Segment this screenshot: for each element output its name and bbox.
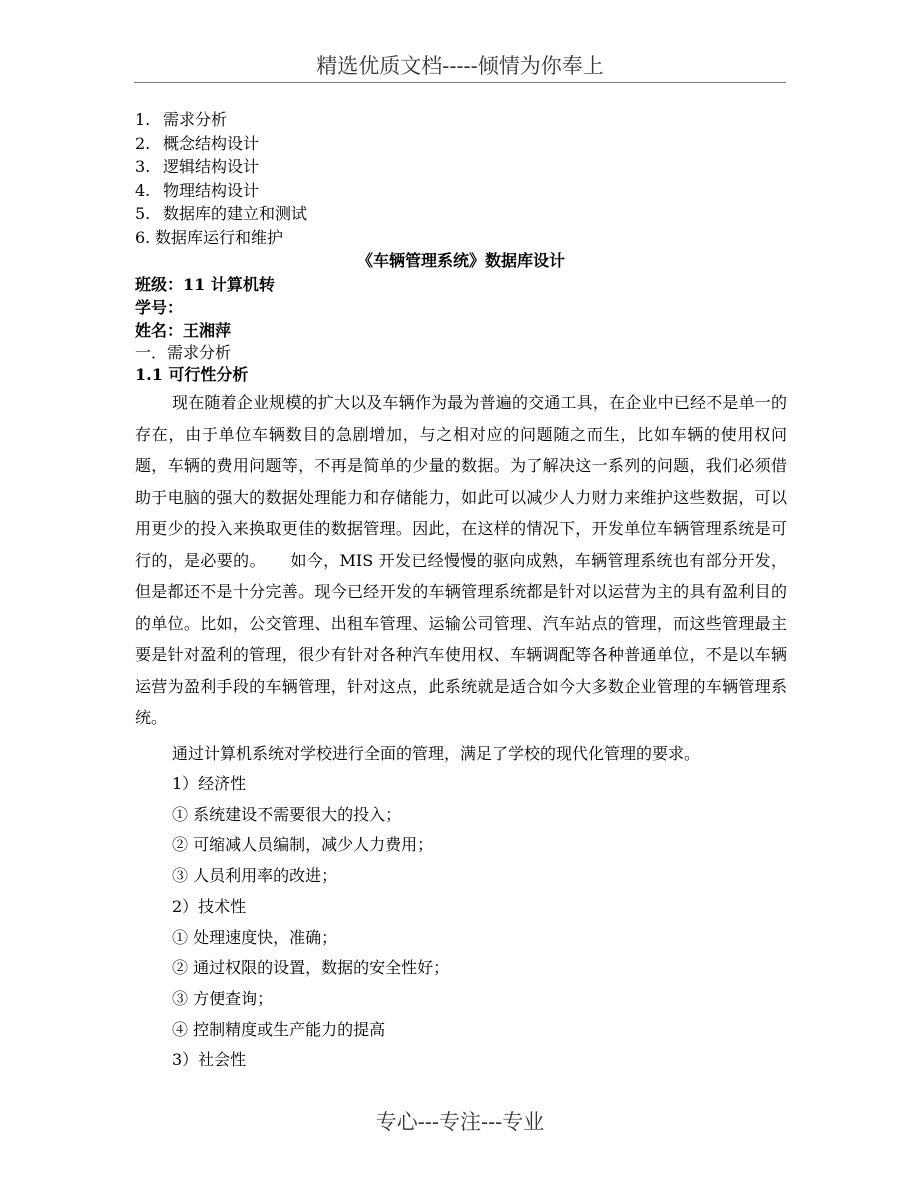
list-item: ③ 人员利用率的改进；: [172, 866, 338, 886]
document-body: [135, 108, 787, 1076]
body-paragraph: 现在随着企业规模的扩大以及车辆作为最为普遍的交通工具，在企业中已经不是单一的存在，由于单位车辆数目的急剧增加，与之相对应的问题随之而生，比如车辆的使用权问题，车辆的费用问题等，不再是简单的少量的数据。为了解决这一系列的问题，我们必须借助于电脑的强大的数据处理能力和存储能力，如此可以减少人力财力来维护这些数据，可以用更少的投入来换取更佳的数据管理。因此，在这样的情况下，开发单位车辆管理系统是可行的，是必要的。 如今，MIS 开发已经慢慢的驱向成熟，车辆管理系统也有部分开发，但是都还不是十分完善。现今已经开发的车辆管理系统都是针对以运营为主的具有盈利目的的单位。比如，公交管理、出租车管理、运输公司管理、汽车站点的管理，而这些管理最主要是针对盈利的管理，很少有针对各种汽车使用权、车辆调配等各种普通单位，不是以车辆运营为盈利手段的车辆管理，针对这点，此系统就是适合如今大多数企业管理的车辆管理系统。: [135, 393, 787, 727]
list-item: ① 处理速度快，准确；: [172, 927, 338, 947]
list-item: ④ 控制精度或生产能力的提高: [172, 1019, 386, 1039]
name-line: 姓名：王湘萍: [135, 321, 232, 340]
toc-item: [135, 226, 787, 250]
toc-item: [135, 108, 787, 132]
list-item: ① 系统建设不需要很大的投入；: [172, 804, 402, 824]
class-line: 班级：11 计算机转: [135, 275, 275, 294]
toc-item: [135, 132, 787, 156]
list-item: 2）技术性: [172, 896, 247, 916]
toc-number: 3.: [135, 157, 151, 176]
toc-item: [135, 155, 787, 179]
toc-number: 6.: [135, 227, 151, 247]
toc-label: 需求分析: [163, 110, 228, 129]
list-item: 1）经济性: [172, 774, 247, 793]
toc-number: 5.: [135, 204, 151, 223]
toc-label: 数据库运行和维护: [155, 227, 284, 247]
body-paragraph: 通过计算机系统对学校进行全面的管理，满足了学校的现代化管理的要求。: [172, 743, 701, 763]
toc-label: 逻辑结构设计: [163, 157, 260, 176]
list-item: ③ 方便查询；: [172, 988, 274, 1008]
feasibility-list: [135, 769, 787, 1076]
table-of-contents: [135, 108, 787, 249]
page-footer: 专心---专注---专业: [375, 1110, 545, 1134]
toc-number: 2.: [135, 133, 151, 153]
toc-label: 数据库的建立和测试: [163, 204, 308, 223]
page-header: 精选优质文档-----倾情为你奉上: [316, 54, 604, 78]
toc-number: 4.: [135, 180, 151, 200]
toc-label: 物理结构设计: [163, 180, 260, 200]
toc-item: [135, 179, 787, 203]
subsection-heading: 1.1 可行性分析: [135, 365, 249, 384]
section-heading: 一．需求分析: [135, 343, 232, 362]
list-item: ② 可缩减人员编制，减少人力费用；: [172, 835, 434, 855]
toc-item: [135, 202, 787, 226]
toc-label: 概念结构设计: [163, 133, 260, 153]
toc-number: 1.: [135, 110, 151, 129]
student-id-line: 学号：: [135, 298, 184, 317]
list-item: 3）社会性: [172, 1050, 247, 1070]
header-divider: [134, 82, 786, 83]
document-title: 《车辆管理系统》数据库设计: [356, 251, 565, 270]
list-item: ② 通过权限的设置，数据的安全性好；: [172, 958, 450, 978]
